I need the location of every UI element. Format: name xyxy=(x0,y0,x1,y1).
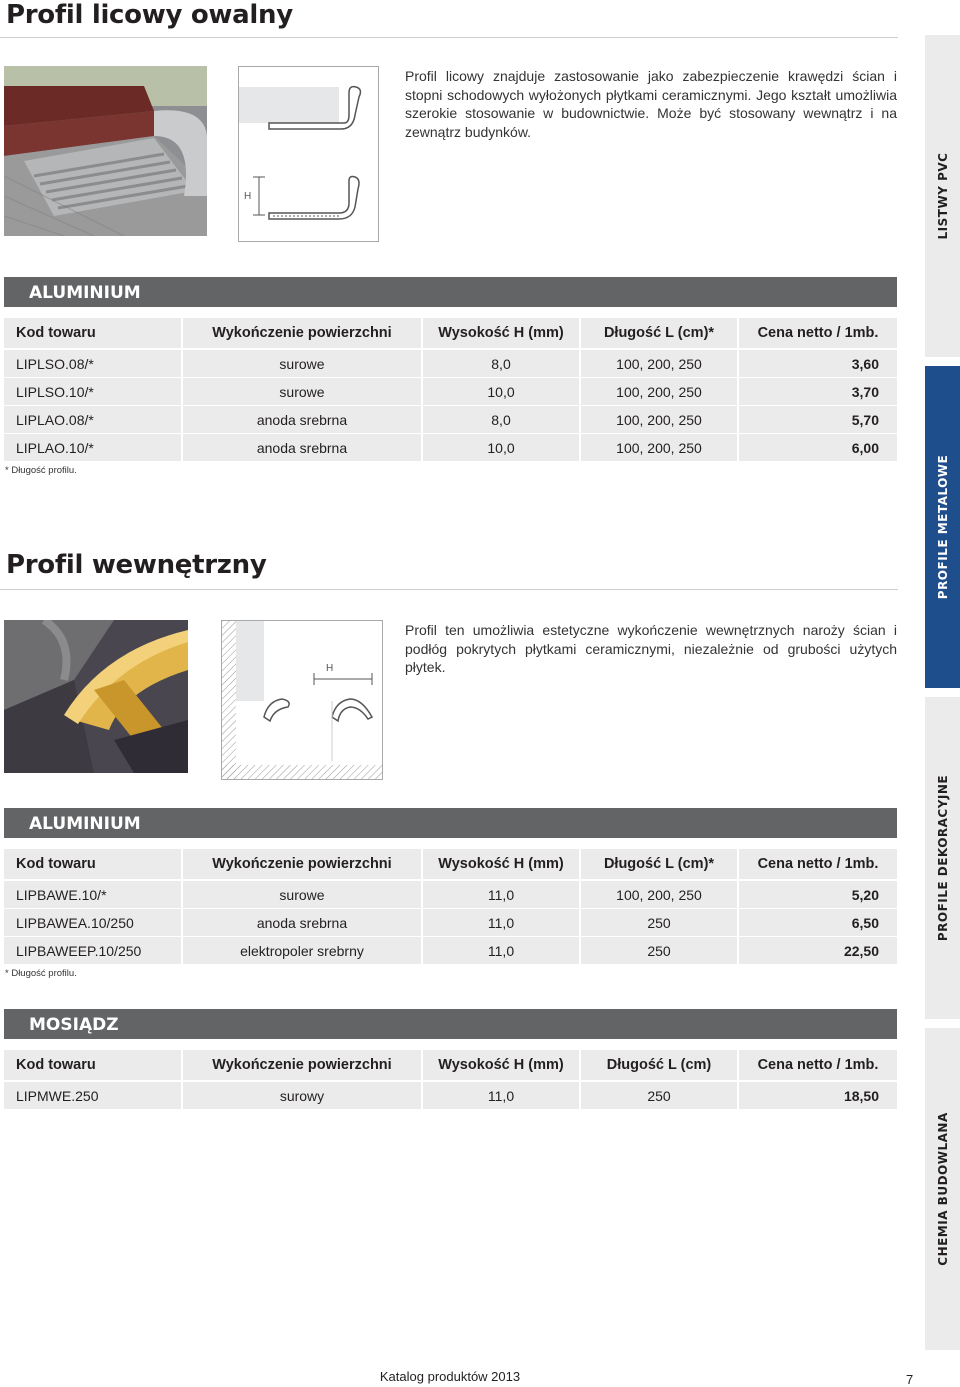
header-height: Wysokość H (mm) xyxy=(422,1050,580,1081)
inner-profile-drawing xyxy=(221,620,383,780)
length: 100, 200, 250 xyxy=(580,434,738,462)
side-tab-label: LISTWY PVC xyxy=(935,152,950,240)
finish: anoda srebrna xyxy=(182,909,422,937)
aluminium-band-2: ALUMINIUM xyxy=(4,808,897,838)
price: 22,50 xyxy=(738,937,897,965)
section1-title: Profil licowy owalny xyxy=(6,0,293,30)
height: 8,0 xyxy=(422,349,580,378)
header-code: Kod towaru xyxy=(4,849,182,880)
table-row xyxy=(4,1081,897,1110)
height: 11,0 xyxy=(422,937,580,965)
table-row xyxy=(4,406,897,434)
product-code: LIPBAWEEP.10/250 xyxy=(4,937,182,965)
header-price: Cena netto / 1mb. xyxy=(738,1050,897,1081)
price: 6,50 xyxy=(738,909,897,937)
height-label: H xyxy=(244,191,252,202)
height: 11,0 xyxy=(422,1081,580,1110)
product-code: LIPLSO.08/* xyxy=(4,349,182,378)
price: 18,50 xyxy=(738,1081,897,1110)
header-length: Długość L (cm)* xyxy=(580,849,738,880)
height: 11,0 xyxy=(422,909,580,937)
header-code: Kod towaru xyxy=(4,318,182,349)
product-code: LIPMWE.250 xyxy=(4,1081,182,1110)
product-code: LIPBAWE.10/* xyxy=(4,880,182,909)
side-tab-decorative-profiles[interactable] xyxy=(925,697,960,1019)
brass-table xyxy=(4,1050,897,1110)
header-length: Długość L (cm) xyxy=(580,1050,738,1081)
finish: elektropoler srebrny xyxy=(182,937,422,965)
length: 100, 200, 250 xyxy=(580,378,738,406)
title-rule-2 xyxy=(0,589,898,590)
side-tab-label: CHEMIA BUDOWLANA xyxy=(935,1112,950,1266)
length: 250 xyxy=(580,1081,738,1110)
table-row xyxy=(4,378,897,406)
length: 250 xyxy=(580,909,738,937)
price: 5,70 xyxy=(738,406,897,434)
side-tab-pvc[interactable] xyxy=(925,35,960,357)
header-price: Cena netto / 1mb. xyxy=(738,849,897,880)
finish: surowy xyxy=(182,1081,422,1110)
product-code: LIPBAWEA.10/250 xyxy=(4,909,182,937)
table-row xyxy=(4,880,897,909)
oval-profile-drawing xyxy=(238,66,379,242)
page-number: 7 xyxy=(906,1372,914,1387)
price: 5,20 xyxy=(738,880,897,909)
length: 100, 200, 250 xyxy=(580,349,738,378)
header-finish: Wykończenie powierzchni xyxy=(182,849,422,880)
product-code: LIPLSO.10/* xyxy=(4,378,182,406)
header-height: Wysokość H (mm) xyxy=(422,849,580,880)
side-tab-label: PROFILE METALOWE xyxy=(935,454,950,600)
catalog-footer: Katalog produktów 2013 xyxy=(379,1369,521,1384)
footnote-1: * Długość profilu. xyxy=(5,465,77,476)
oval-profile-photo xyxy=(4,66,207,236)
header-finish: Wykończenie powierzchni xyxy=(182,1050,422,1081)
price: 6,00 xyxy=(738,434,897,462)
table-row xyxy=(4,349,897,378)
section2-title: Profil wewnętrzny xyxy=(6,550,267,580)
header-finish: Wykończenie powierzchni xyxy=(182,318,422,349)
side-tab-construction-chemicals[interactable] xyxy=(925,1028,960,1350)
brass-band: MOSIĄDZ xyxy=(4,1009,897,1039)
finish: surowe xyxy=(182,349,422,378)
aluminium-band-1: ALUMINIUM xyxy=(4,277,897,307)
length: 250 xyxy=(580,937,738,965)
finish: surowe xyxy=(182,880,422,909)
finish: anoda srebrna xyxy=(182,406,422,434)
table-row xyxy=(4,909,897,937)
side-tab-label: PROFILE DEKORACYJNE xyxy=(935,774,950,942)
section2-description: Profil ten umożliwia estetyczne wykończenie wewnętrznych naroży ścian i podłóg pokrytych płytkami ceramicznymi, niezależnie od grubości użytych płytek. xyxy=(405,622,897,675)
title-rule xyxy=(0,37,898,38)
inner-profile-photo xyxy=(4,620,188,773)
height: 10,0 xyxy=(422,434,580,462)
product-code: LIPLAO.08/* xyxy=(4,406,182,434)
table-row xyxy=(4,434,897,462)
length: 100, 200, 250 xyxy=(580,880,738,909)
height: 11,0 xyxy=(422,880,580,909)
table-row xyxy=(4,937,897,965)
price: 3,70 xyxy=(738,378,897,406)
header-price: Cena netto / 1mb. xyxy=(738,318,897,349)
finish: surowe xyxy=(182,378,422,406)
footnote-2: * Długość profilu. xyxy=(5,968,77,979)
aluminium-table-1 xyxy=(4,318,897,462)
header-code: Kod towaru xyxy=(4,1050,182,1081)
length: 100, 200, 250 xyxy=(580,406,738,434)
aluminium-table-2 xyxy=(4,849,897,965)
height: 10,0 xyxy=(422,378,580,406)
height: 8,0 xyxy=(422,406,580,434)
height-label-2: H xyxy=(326,663,334,674)
finish: anoda srebrna xyxy=(182,434,422,462)
price: 3,60 xyxy=(738,349,897,378)
side-tab-metal-profiles[interactable] xyxy=(925,366,960,688)
section1-description: Profil licowy znajduje zastosowanie jako zabezpieczenie krawędzi ścian i stopni schodowych wyłożonych płytkami ceramicznymi. Jego kształt umożliwia szerokie stosowanie w budownictwie. Może być stosowany wewnątrz i na zewnątrz budynków. xyxy=(405,68,897,140)
header-length: Długość L (cm)* xyxy=(580,318,738,349)
header-height: Wysokość H (mm) xyxy=(422,318,580,349)
product-code: LIPLAO.10/* xyxy=(4,434,182,462)
